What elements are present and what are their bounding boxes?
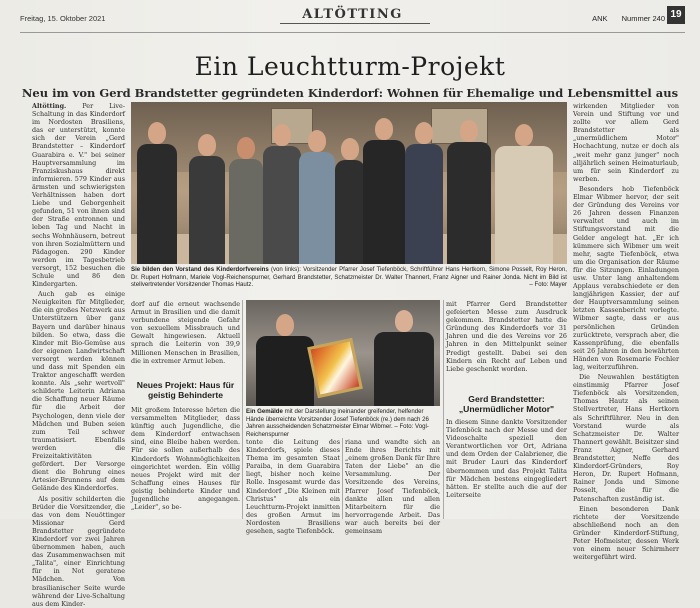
paragraph: Die Neuwahlen bestätigten einstimmig Pfarrer Josef Tiefenböck als Vorsitzenden, Thomas Hautz als seinen Stellvertreter, Hans Hertkorn als Schriftführer. Neu in den Vorstand wurde als Schatzmeister Dr. Walter Thannert gewählt. Beisitzer sind Franz Aigner, Gerhard Brandstetter, Neffe des Kinderdorf-Gründers, Roy Heron, Dr. Rupert Hofmann, Rainer Jonda und Simone Posselt, die für die Patenschaften zuständig ist.: [573, 373, 679, 503]
column-mid-b: [345, 438, 440, 536]
paragraph: Mit großem Interesse hörten die versammelten Mitglieder, dass künftig auch Jugendliche, die dem Kinderdorf entwachsen sind, eine Bleibe haben werden. Für sie sollen außerhalb des Kinderdorfs Wohnmöglichkeiten eingerichtet werden. Ein völlig neues Projekt wird mit der Schaffung eines Hauses für geistig behinderte Kinder und Jugendliche angegangen. „Leider", so be-: [131, 406, 240, 512]
person-figure: [495, 146, 553, 264]
person-figure: [299, 152, 335, 264]
section-subtitle: Gerd Brandstetter: „Unermüdlicher Motor": [458, 394, 555, 414]
dateline: Altötting.: [32, 102, 67, 110]
article-subhead: Neu im von Gerd Brandstetter gegründeten Kinderdorf: Wohnen für Ehemalige und Lebensmittel aus: [21, 86, 679, 100]
person-figure: [189, 156, 225, 264]
page-number: 19: [667, 6, 685, 24]
column-divider: [342, 438, 343, 519]
paragraph: dorf auf die erneut wachsende Armut in Brasilien und die damit verbundene steigende Gefahr von sexuellem Missbrauch und Gewalt hingewiesen. Aktuell sprach die Leiterin von 39,9 Millionen Menschen in Brasilien, die in extremer Armut leben.: [131, 300, 240, 365]
column-divider: [443, 300, 444, 519]
column-2-continued: [131, 406, 240, 519]
paragraph: wirkenden Mitglieder von Verein und Stiftung vor und zollte vor allem Gerd Brandstetter als „unermüdlichem Motor" Hochachtung, nutze er doch als „weit mehr ganz junger" noch alljährlich seinen Heimaturlaub, um für sein Kinderdorf zu werben.: [573, 102, 679, 183]
edition-code: ANK: [592, 14, 608, 23]
person-figure: [335, 160, 365, 264]
person-figure: [363, 140, 405, 264]
group-photo: [131, 102, 567, 264]
wall-artwork: [431, 108, 488, 144]
paragraph: Altötting. Per Live-Schaltung in das Kinderdorf im Nordosten Brasiliens, das er unterstützt, konnte sich der Verein „Gerd Brandstetter – Kinderdorf Guarabira e. V." bei seiner Hauptversammlung im Franziskushaus direkt informieren. 579 Kinder aus ärmsten und schwierigsten Verhältnissen haben dort Liebe und Geborgenheit gefunden, 51 von ihnen sind der Straße entronnen und leben Tag und Nacht in sechs Wohnhäusern, betreut von ihren Sozialmüttern und Pädagogen. 290 Kinder werden im Tagesbetrieb versorgt, 152 besuchen die Schule und 86 den Kindergarten.: [32, 102, 125, 289]
person-figure: [447, 142, 491, 264]
photo-caption: Sie bilden den Vorstand des Kinderdorfvereins (von links): Vorsitzender Pfarrer Josef Tiefenböck, Schriftführer Hans Hertkorn, Simone Posselt, Roy Heron, Dr. Rupert Hofmann, Mariele Vogl-Reichenspurner, Gerhard Brandstetter, Schatzmeister Dr. Walter Thannert, Franz Aigner und Rainer Jonda. Nicht im Bild ist stellvertretender Vorsitzender Thomas Hautz. – Foto: Mayer: [131, 266, 568, 289]
paragraph: Besonders hob Tiefenböck Elmar Wibmer hervor, der seit der Gründung des Vereins vor 26 Jahren dessen Finanzen verwaltet und auch im Stiftungsvorstand mit die Gelder angelegt hat. „Er ich kümmere sich Wibmer um weit mehr, sagte Tiefenböck, etwa um die Organisation der Räume für die Sitzungen. Einladungen usw. Unter lang anhaltendem Applaus verabschiedete er den langjährigen Kassier, der auf der Hauptversammlung seinen letzten Kassenbericht vorlegte. Wibmer sagte, dass er aus persönlichen Gründen zurücktrete, versprach aber, die Kassenprüfung, die ebenfalls seit 26 Jahren in den bewährten Händen von Rosemarie Fochler lag, weiterzuführen.: [573, 184, 679, 371]
edition-info: [580, 14, 665, 23]
paragraph: Auch gab es einige Neuigkeiten für Mitglieder, die ein großes Netzwerk aus Unterstützern über ganz Bayern und darüber hinaus bilden. So etwa, dass die Kinder mit Bio-Gemüse aus der eigenen Landwirtschaft versorgt werden können und dass mit Spenden ein Traktor angeschafft werden konnte. Als „sehr wertvoll" schilderte Leiterin Adriana die Schaffung neuer Räume für die Arbeit der Psychologen, denn viele der Mädchen und Buben seien zum Teil schwer traumatisiert. Ebenfalls werden die Freizeitaktivitäten gefördert. Der Versorge dient die Bohrung eines Artesier-Brunnens auf dem Gelände des Kinderdorfes.: [32, 290, 126, 493]
paragraph: In diesem Sinne dankte Vorsitzender Tiefenböck nach der Messe und der Videoschalte speziell den Verantwortlichen vor Ort, Adriana und dem Orden der Calabriener, die mit Bruder Lauri das Kinderdorf übernommen und das Projekt Talita für Mädchen bestens eingegliedert hätten. Er stellte auch die auf der Leiterseite: [446, 418, 567, 499]
article-headline: Ein Leuchtturm-Projekt: [194, 52, 506, 81]
person-figure: [137, 144, 177, 264]
masthead-rule: [280, 23, 430, 24]
column-3: [446, 300, 567, 388]
person-figure: [229, 159, 263, 264]
person-figure: [374, 332, 434, 406]
section-subtitle: Neues Projekt: Haus für geistig Behinderte: [136, 380, 235, 400]
painting-handover-photo: [246, 300, 440, 406]
issue-date: Freitag, 15. Oktober 2021: [20, 14, 106, 23]
column-mid-a: [246, 438, 340, 536]
photo-credit: – Foto: Vogl-Reichenspurner: [246, 423, 429, 438]
photo-credit: – Foto: Mayer: [529, 281, 567, 289]
column-1: [32, 102, 126, 608]
paragraph: mit Pfarrer Gerd Brandstetter gefeierten Messe zum Ausdruck gekommen. Brandstetter hatte die Gründung des Kinderdorfs vor 31 Jahren und die des Vereins vor 26 Jahren in den Mittelpunkt seiner Predigt gestellt. Dabei sei den Kindern ein Recht auf Leben und Liebe geschenkt worden.: [446, 300, 567, 373]
column-divider: [242, 300, 243, 519]
masthead: [20, 4, 685, 30]
person-figure: [263, 146, 301, 264]
person-figure: [256, 336, 314, 406]
paragraph: Einen besonderen Dank richtete der Vorsitzende abschließend noch an den Gründer Kinderdorf-Stiftung, Peter Hofmeister, dessen Werk von einem neuer Schirmherr weitergeführt wird.: [573, 504, 679, 562]
photo2-caption: Ein Gemälde mit der Darstellung ineinander greifender, helfender Hände überreichte Vorsitzender Josef Tiefenböck (re.) dem nach 26 Jahren ausscheidenden Schatzmeister Elmar Wibmer. – Foto: Vogl-Reichenspurner: [246, 408, 429, 438]
header-divider: [20, 32, 685, 33]
issue-number: Nummer 240: [621, 14, 665, 23]
column-3-continued: [446, 418, 567, 519]
paragraph: Als positiv schilderten die Brüder die Vorsitzender, die das von dem Neuöttinger Missionar Gerd Brandstetter gegründete Kinderdorf vor zwei Jahren übernommen haben, auch das Zusammenwachsen mit „Talita", einer Einrichtung für in Not geratene Mädchen. Von brasilianischer Seite wurde während der Live-Schaltung aus dem Kinder-: [32, 494, 125, 608]
paragraph: riana und wandte sich an Ende ihres Berichts mit „einem großen Dank für Ihre Taten der Liebe" an die Versammlung. Der Vorsitzende des Vereins, Pfarrer Josef Tiefenböck, dankte allen und allen Mitarbeitern für die hervorragende Arbeit. Das war auch bereits bei der gemeinsam: [345, 438, 440, 536]
paragraph: tonte die Leitung des Kinderdorfs, spiele dieses Thema im gesamten Staat Paraiba, in dem Guarabira liegt, bisher noch keine Rolle. Insgesamt wurde das Kinderdorf „Die Kleinen mit Christus" als ein Leuchtturm-Projekt inmitten des großen Armut im Nordosten Brasiliens gesehen, sagte Tiefenböck.: [246, 438, 340, 536]
person-figure: [405, 144, 443, 264]
column-4: [573, 102, 679, 562]
paper-name: ALTÖTTING: [302, 7, 403, 22]
painting: [307, 338, 363, 398]
